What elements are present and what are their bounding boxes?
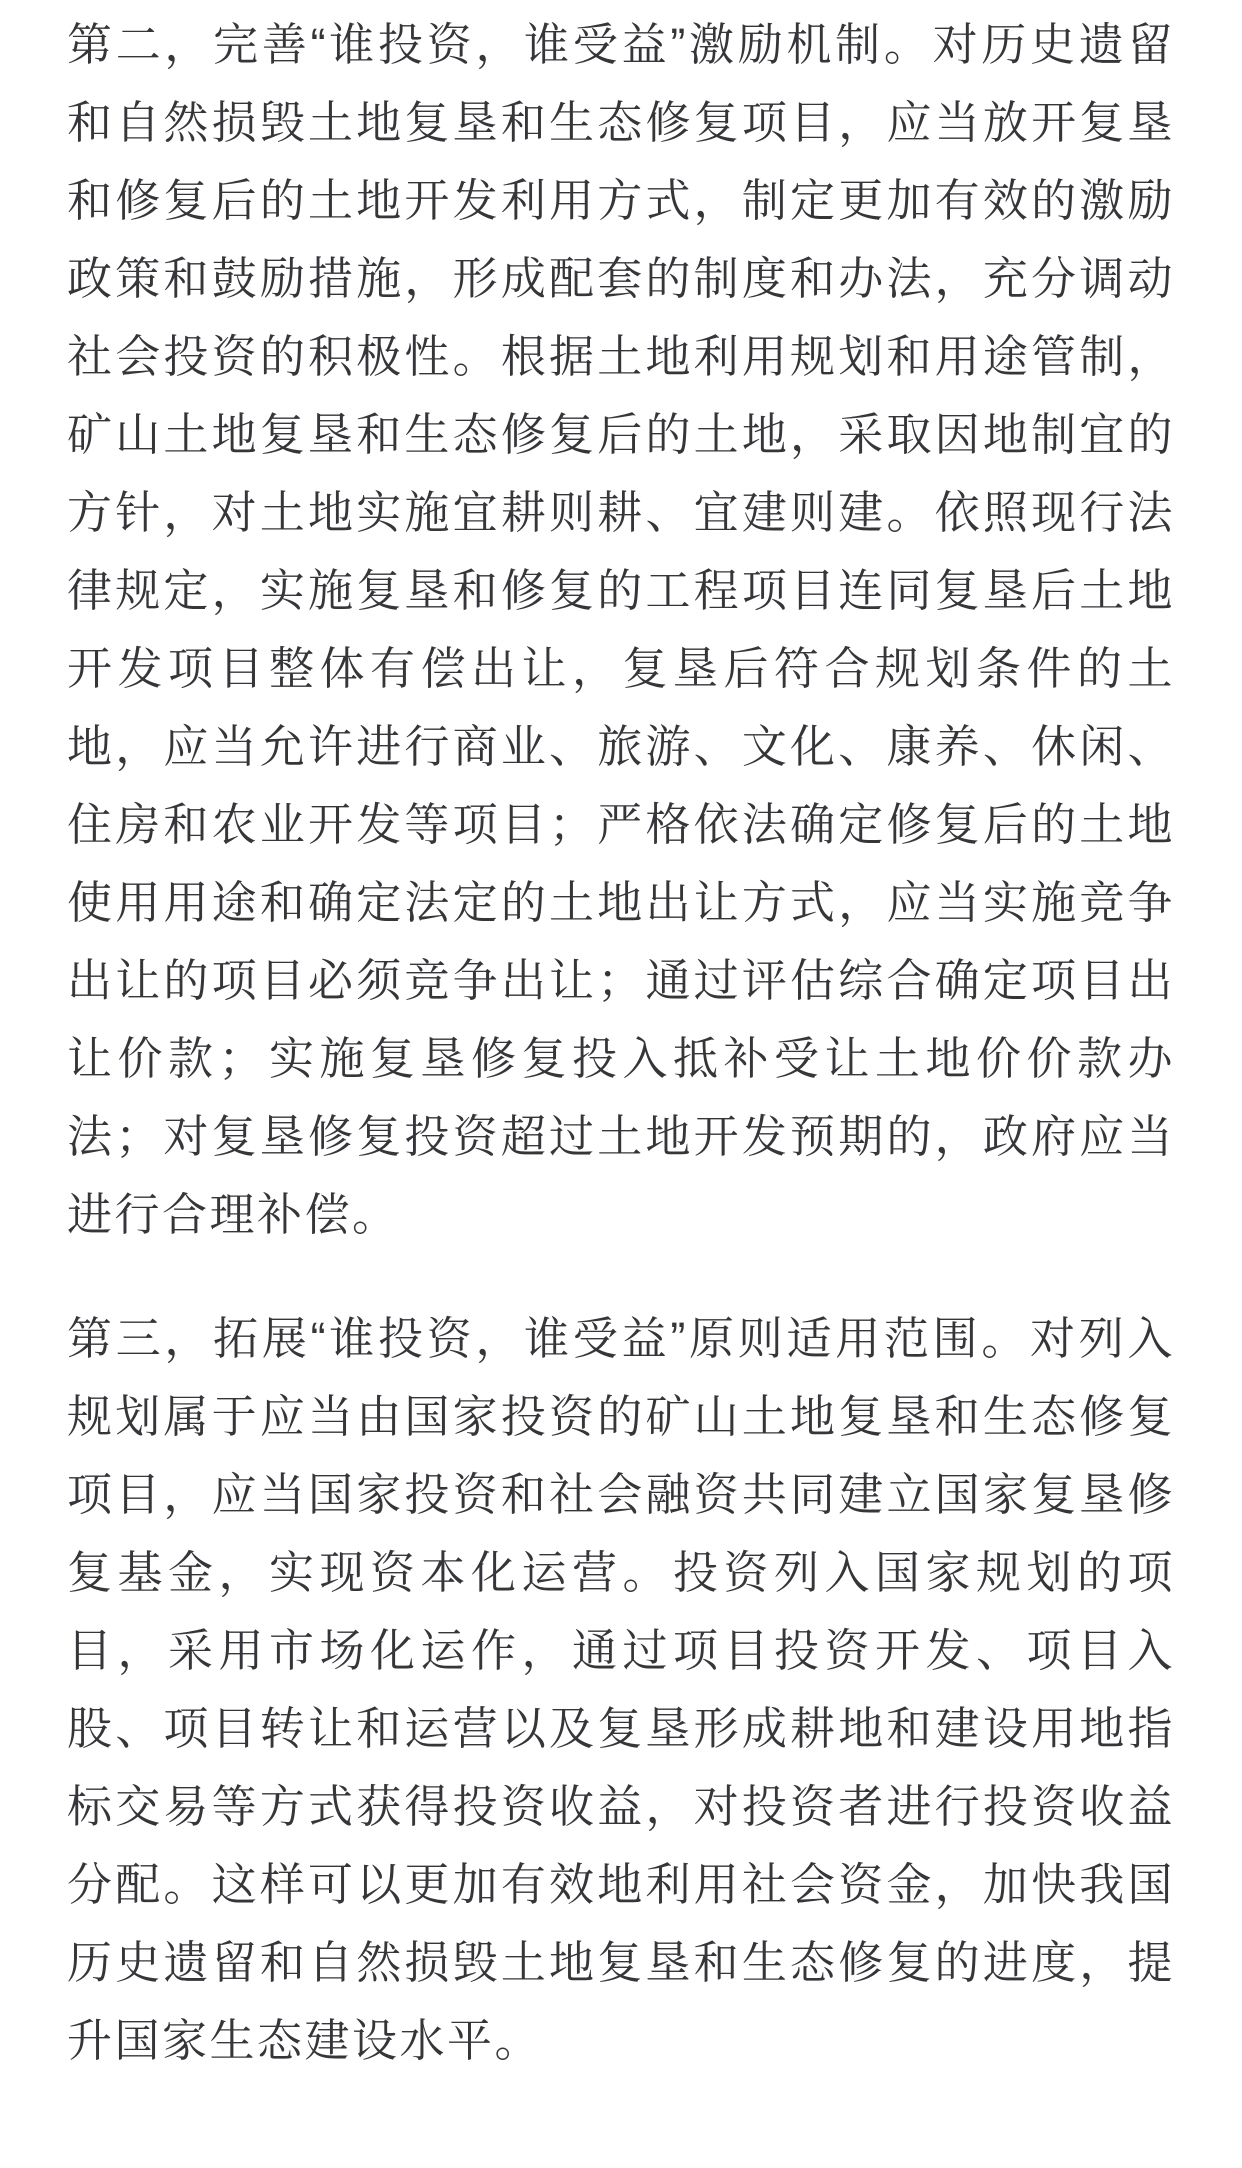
article-body — [67, 6, 1175, 2080]
paragraph: 第二，完善“谁投资，谁受益”激励机制。对历史遗留和自然损毁土地复垦和生态修复项目，应当放开复垦和修复后的土地开发利用方式，制定更加有效的激励政策和鼓励措施，形成配套的制度和办法，充分调动社会投资的积极性。根据土地利用规划和用途管制，矿山土地复垦和生态修复后的土地，采取因地制宜的方针，对土地实施宜耕则耕、宜建则建。依照现行法律规定，实施复垦和修复的工程项目连同复垦后土地开发项目整体有偿出让，复垦后符合规划条件的土地，应当允许进行商业、旅游、文化、康养、休闲、住房和农业开发等项目；严格依法确定修复后的土地使用用途和确定法定的土地出让方式，应当实施竞争出让的项目必须竞争出让；通过评估综合确定项目出让价款；实施复垦修复投入抵补受让土地价价款办法；对复垦修复投资超过土地开发预期的，政府应当进行合理补偿。 — [67, 19, 1175, 1240]
paragraph: 第三，拓展“谁投资，谁受益”原则适用范围。对列入规划属于应当由国家投资的矿山土地复垦和生态修复项目，应当国家投资和社会融资共同建立国家复垦修复基金，实现资本化运营。投资列入国家规划的项目，采用市场化运作，通过项目投资开发、项目入股、项目转让和运营以及复垦形成耕地和建设用地指标交易等方式获得投资收益，对投资者进行投资收益分配。这样可以更加有效地利用社会资金，加快我国历史遗留和自然损毁土地复垦和生态修复的进度，提升国家生态建设水平。 — [67, 1313, 1175, 2066]
